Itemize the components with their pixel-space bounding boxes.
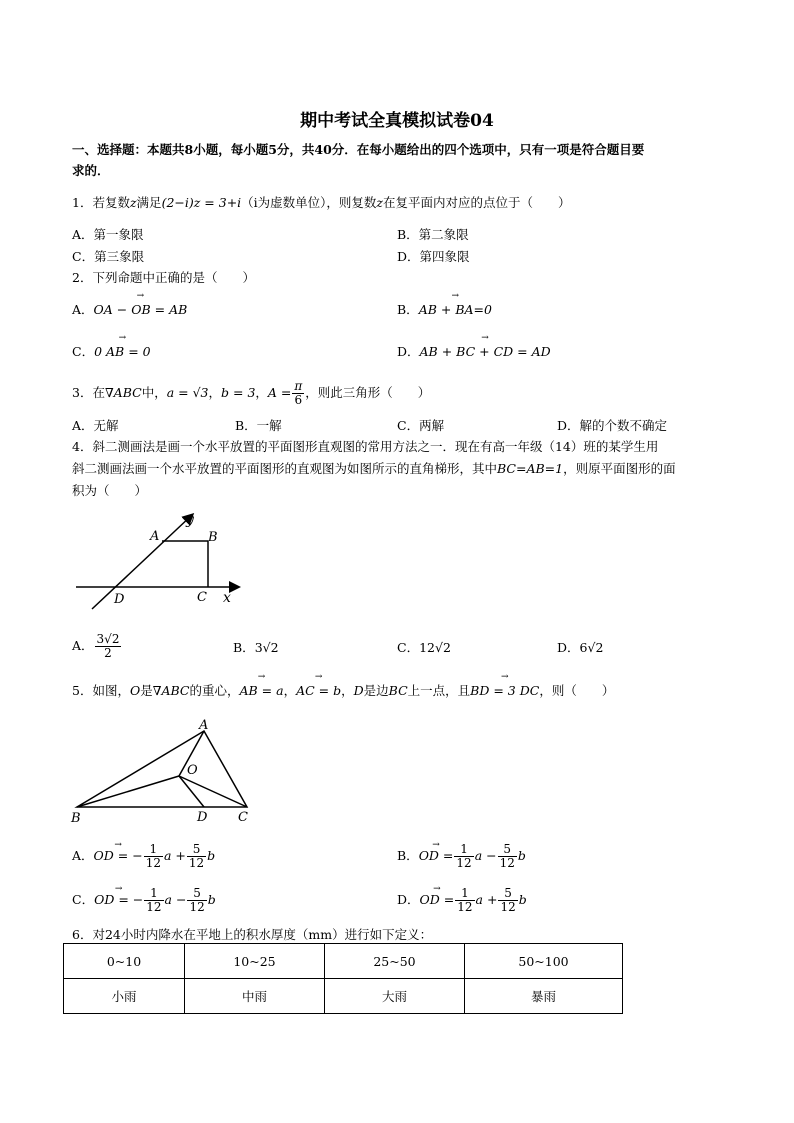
- x-axis-label: x: [223, 590, 231, 606]
- y-axis: [92, 515, 192, 609]
- table-cell: 50~100: [465, 944, 623, 979]
- oblique-projection-figure: [70, 505, 250, 610]
- table-cell: 暴雨: [465, 979, 623, 1014]
- question-6-stem: 6．对24小时内降水在平地上的积水厚度（mm）进行如下定义：: [72, 927, 433, 942]
- question-1-option-d[interactable]: D．第四象限: [397, 249, 470, 264]
- vertex-b-label: B: [71, 811, 81, 826]
- vector-expression: → AB + BC + CD = AD: [420, 344, 551, 359]
- page-title: 期中考试全真模拟试卷04: [300, 111, 494, 131]
- segment-bo: [77, 776, 179, 807]
- question-4-option-a[interactable]: A． $\frac{3√2}{2}$: [72, 632, 120, 660]
- question-5-stem: 5．如图，O是∇ABC的重心，→ AB = a，→ AC = b，D是边BC上一点，且→ BD = 3 DC，则（ ）: [72, 681, 614, 699]
- table-row: [64, 979, 623, 1014]
- question-3-option-d[interactable]: D．解的个数不确定: [557, 418, 668, 433]
- question-3-option-a[interactable]: A．无解: [72, 418, 119, 433]
- question-4-line3: 积为（ ）: [72, 483, 148, 498]
- centroid-o-label: O: [187, 763, 198, 778]
- question-4-option-d[interactable]: D．6√2: [557, 640, 604, 655]
- vertex-c-label: C: [238, 810, 248, 825]
- question-4-line1: 4．斜二测画法是画一个水平放置的平面图形直观图的常用方法之一．现在有高一年级（14）班的某学生用: [72, 439, 659, 454]
- vertex-d-label: D: [114, 592, 125, 607]
- segment-od: [179, 776, 204, 807]
- rainfall-definition-table: [63, 943, 623, 1014]
- question-2-option-c[interactable]: C．→ 0 AB = 0: [72, 342, 151, 360]
- table-cell: 25~50: [325, 944, 465, 979]
- triangle-centroid-figure: [68, 716, 258, 828]
- table-cell: 10~25: [185, 944, 325, 979]
- segment-oc: [179, 776, 247, 807]
- table-cell: 大雨: [325, 979, 465, 1014]
- question-1-option-a[interactable]: A．第一象限: [72, 227, 144, 242]
- vector-expression: → OA − OB = AB: [94, 302, 188, 317]
- vector-expression: → AB + BA=0: [419, 302, 492, 317]
- vertex-a-label: A: [199, 718, 209, 733]
- table-cell: 中雨: [185, 979, 325, 1014]
- question-2-stem: 2．下列命题中正确的是（ ）: [72, 270, 255, 285]
- question-3-option-b[interactable]: B．一解: [235, 418, 282, 433]
- table-row: [64, 944, 623, 979]
- question-2-option-a[interactable]: A．→ OA − OB = AB: [72, 300, 187, 318]
- question-4-line2: 斜二测画法画一个水平放置的平面图形的直观图为如图所示的直角梯形，其中BC=AB=1，则原平面图形的面: [72, 461, 676, 476]
- question-2-option-b[interactable]: B．→ AB + BA=0: [397, 300, 492, 318]
- vertex-b-label: B: [208, 530, 218, 545]
- question-1-stem: 1．若复数z满足(2−i)z = 3+i（i为虚数单位），则复数z在复平面内对应的点位于（ ）: [72, 195, 571, 210]
- table-cell: 0~10: [64, 944, 185, 979]
- point-d-label: D: [197, 810, 208, 825]
- question-2-option-d[interactable]: D．→ AB + BC + CD = AD: [397, 342, 551, 360]
- vertex-a-label: A: [150, 529, 160, 544]
- question-1-option-c[interactable]: C．第三象限: [72, 249, 145, 264]
- section-heading-line2: 求的．: [72, 163, 110, 178]
- question-3-option-c[interactable]: C．两解: [397, 418, 445, 433]
- question-4-option-c[interactable]: C．12√2: [397, 640, 451, 655]
- section-heading-line1: 一、选择题：本题共8小题，每小题5分，共40分．在每小题给出的四个选项中，只有一项是符合题目要: [72, 142, 645, 157]
- question-1-option-b[interactable]: B．第二象限: [397, 227, 469, 242]
- vertex-c-label: C: [197, 590, 207, 605]
- question-3-stem: 3．在∇ABC中，a = √3，b = 3，A = $\frac{\pi}{6}$ ，则此三角形（ ）: [72, 379, 431, 407]
- question-5-option-b[interactable]: B．→ OD = $\frac{1}{12}$ a − $\frac{5}{12}$ b: [397, 836, 526, 876]
- question-5-option-c[interactable]: C．→ OD = − $\frac{1}{12}$ a − $\frac{5}{12}$ b: [72, 880, 216, 920]
- question-5-option-a[interactable]: A．→ OD = − $\frac{1}{12}$ a + $\frac{5}{12}$ b: [72, 836, 215, 876]
- question-5-option-d[interactable]: D．→ OD = $\frac{1}{12}$ a + $\frac{5}{12}$ b: [397, 880, 527, 920]
- y-axis-label: y: [186, 512, 194, 528]
- question-4-option-b[interactable]: B．3√2: [233, 640, 279, 655]
- table-cell: 小雨: [64, 979, 185, 1014]
- vector-expression: → 0 AB = 0: [94, 344, 151, 359]
